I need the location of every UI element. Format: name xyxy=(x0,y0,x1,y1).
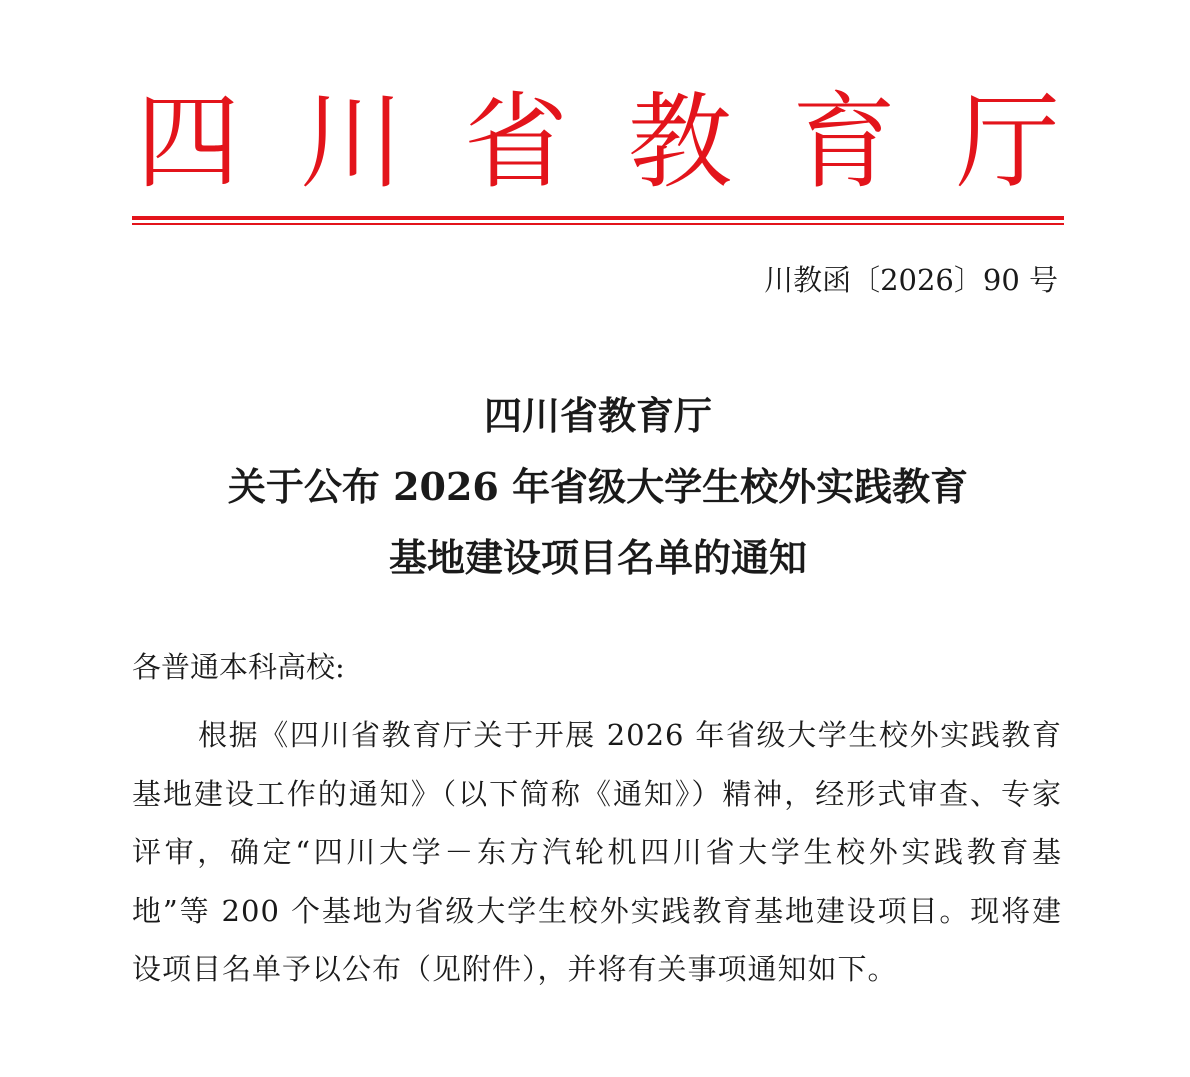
letterhead-char: 育 xyxy=(791,81,896,203)
body-paragraph: 根据《四川省教育厅关于开展 2026 年省级大学生校外实践教育基地建设工作的通知》（以下简称《通知》）精神，经形式审查、专家评审，确定“四川大学－东方汽轮机四川省大学生校外实践教育基地”等 200 个基地为省级大学生校外实践教育基地建设项目。现将建设项目名单予以公布（见附件），并将有关事项通知如下。 xyxy=(132,718,1062,987)
letterhead-char: 省 xyxy=(463,81,568,203)
document-title xyxy=(132,380,1064,593)
title-line-3: 基地建设项目名单的通知 xyxy=(388,535,807,580)
letterhead-rule-thin xyxy=(132,223,1064,225)
document-number: 川教函〔2026〕90 号 xyxy=(764,263,1058,297)
letterhead-char: 厅 xyxy=(955,81,1060,203)
letterhead-char: 四 xyxy=(135,81,240,203)
salutation: 各普通本科高校: xyxy=(132,650,345,684)
letterhead xyxy=(132,82,1064,202)
title-line-1: 四川省教育厅 xyxy=(483,393,712,438)
title-line-2: 关于公布 2026 年省级大学生校外实践教育 xyxy=(227,464,969,509)
letterhead-char: 川 xyxy=(299,81,404,203)
letterhead-rule-thick xyxy=(132,216,1064,220)
letterhead-char: 教 xyxy=(627,81,732,203)
